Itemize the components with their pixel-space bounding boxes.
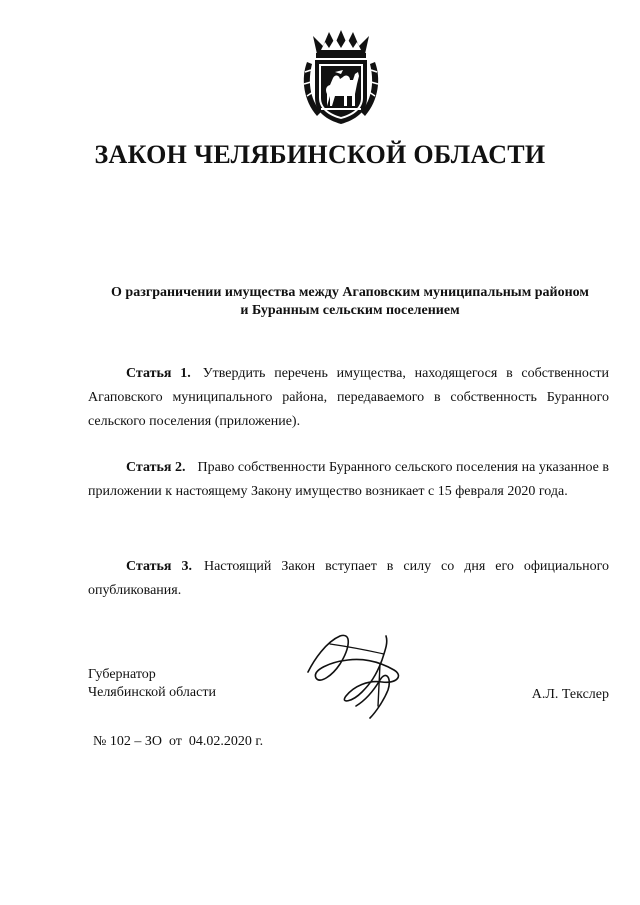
- law-subject-line-1: О разграничении имущества между Агаповским муниципальным районом: [111, 285, 589, 300]
- law-number-date: № 102 – ЗО от 04.02.2020 г.: [93, 734, 264, 749]
- signer-name: А.Л. Текслер: [531, 687, 609, 702]
- coat-of-arms-icon: [299, 28, 383, 128]
- handwritten-signature-icon: [296, 620, 416, 720]
- law-subject-line-2: и Буранным сельским поселением: [240, 303, 460, 318]
- article-2-text: Право собственности Буранного сельского поселения на указанное в приложении к настоящему Закону имущество возникает с 15 февраля 2020 года.: [88, 460, 609, 499]
- article-2: [88, 456, 609, 504]
- article-1: [88, 362, 609, 434]
- article-3: [88, 555, 609, 603]
- article-1-text: Утвердить перечень имущества, находящегося в собственности Агаповского муниципального района, передаваемого в собственность Буранного сельского поселения (приложение).: [88, 366, 609, 429]
- law-title: ЗАКОН ЧЕЛЯБИНСКОЙ ОБЛАСТИ: [94, 140, 546, 169]
- article-3-label: Статья 3.: [126, 559, 192, 574]
- article-2-label: Статья 2.: [126, 460, 186, 475]
- article-3-text: Настоящий Закон вступает в силу со дня его официального опубликования.: [88, 559, 609, 598]
- signer-position-line-1: Губернатор: [88, 667, 156, 682]
- signer-position: [88, 666, 216, 702]
- article-1-label: Статья 1.: [126, 366, 191, 381]
- signer-position-line-2: Челябинской области: [88, 685, 216, 700]
- law-subject: [80, 284, 620, 320]
